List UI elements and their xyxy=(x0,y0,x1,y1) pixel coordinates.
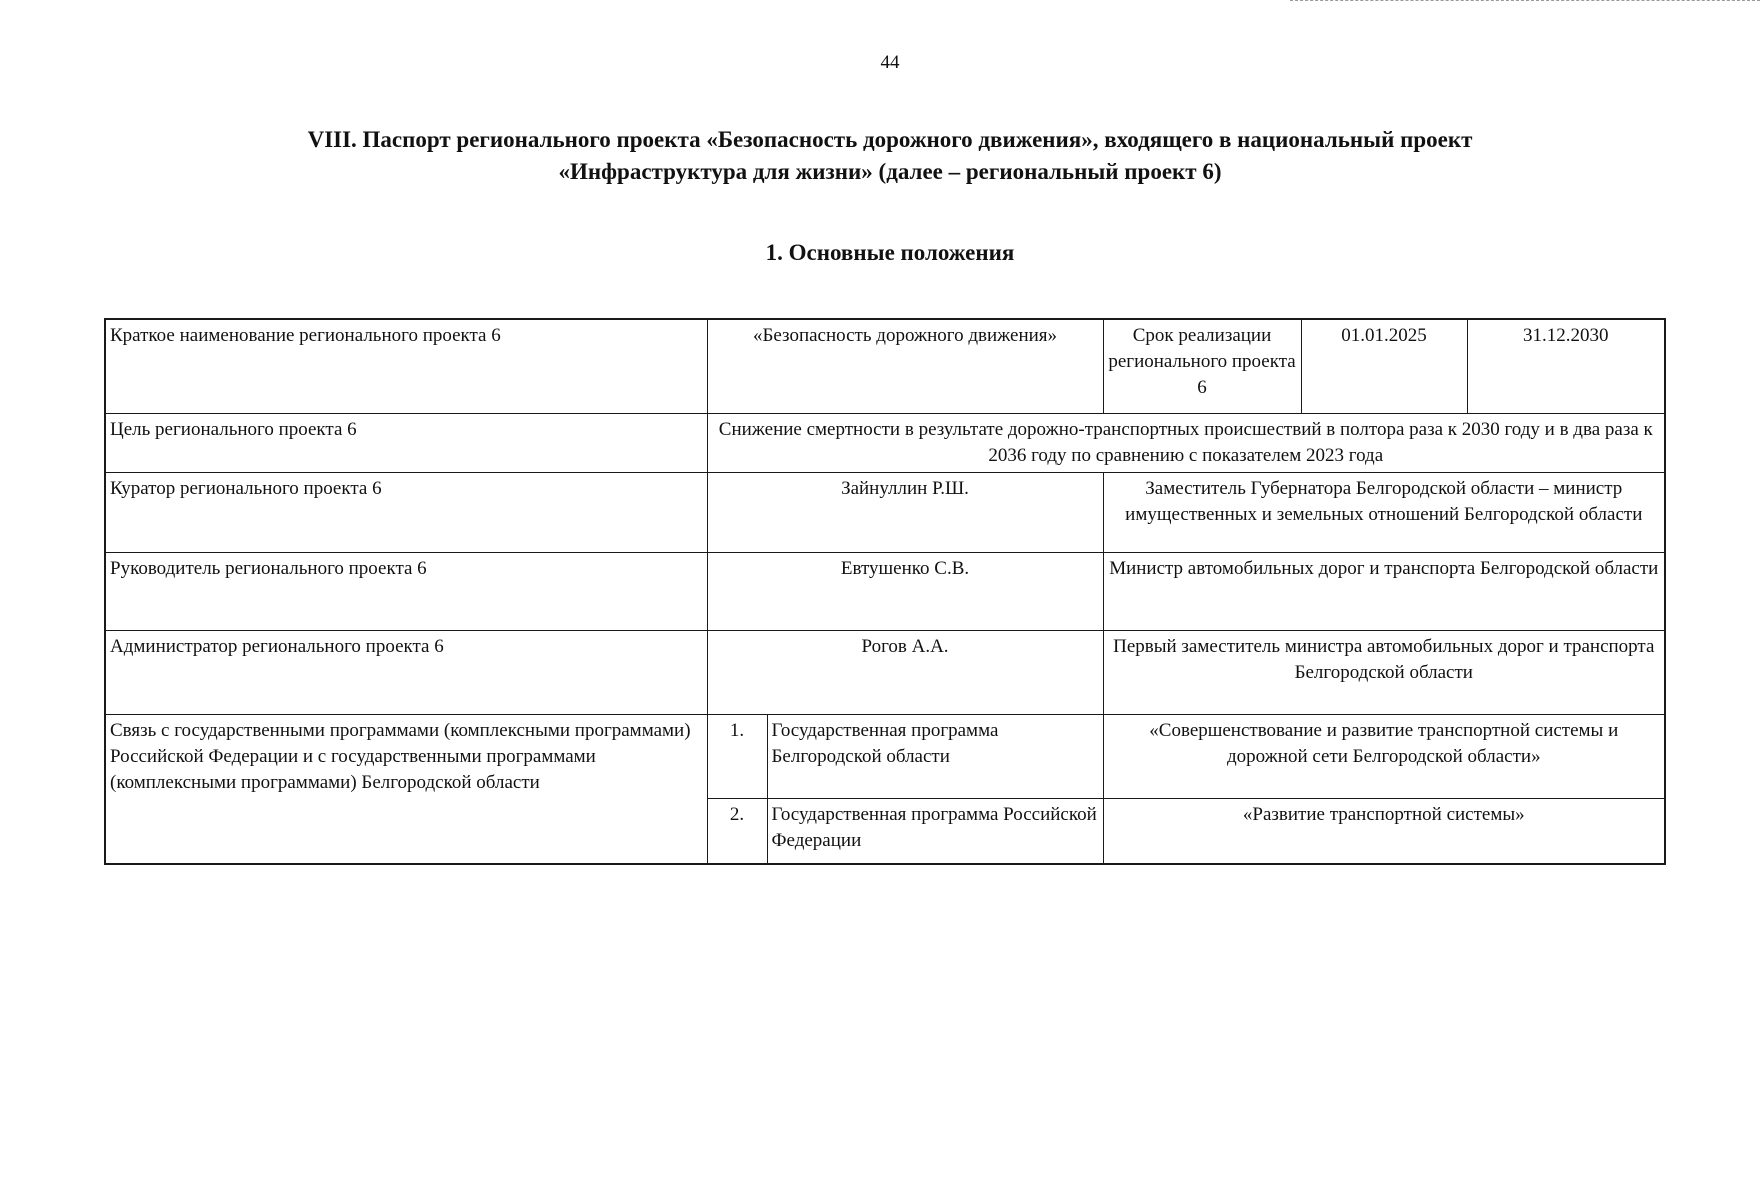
curator-name: Зайнуллин Р.Ш. xyxy=(707,472,1103,552)
head-name: Евтушенко С.В. xyxy=(707,552,1103,630)
project-passport-table xyxy=(104,318,1666,865)
table-row xyxy=(105,714,1665,798)
program-type: Государственная программа Российской Федерации xyxy=(767,798,1103,864)
end-date: 31.12.2030 xyxy=(1467,319,1665,413)
administrator-position: Первый заместитель министра автомобильных дорог и транспорта Белгородской области xyxy=(1103,630,1665,714)
start-date: 01.01.2025 xyxy=(1301,319,1467,413)
programs-label: Связь с государственными программами (комплексными программами) Российской Федерации и с государственными программами (комплексными программами) Белгородской области xyxy=(105,714,707,864)
table-row xyxy=(105,552,1665,630)
page-number: 44 xyxy=(880,52,900,73)
short-name-value: «Безопасность дорожного движения» xyxy=(707,319,1103,413)
section-heading: 1. Основные положения xyxy=(765,240,1015,265)
administrator-name: Рогов А.А. xyxy=(707,630,1103,714)
short-name-label: Краткое наименование регионального проекта 6 xyxy=(105,319,707,413)
goal-value: Снижение смертности в результате дорожно-транспортных происшествий в полтора раза к 2030 году и в два раза к 2036 году по сравнению с показателем 2023 года xyxy=(707,413,1665,472)
program-number: 2. xyxy=(707,798,767,864)
top-border-rule xyxy=(1290,0,1760,1)
head-position: Министр автомобильных дорог и транспорта Белгородской области xyxy=(1103,552,1665,630)
term-label: Срок реализации регионального проекта 6 xyxy=(1103,319,1301,413)
table-row xyxy=(105,413,1665,472)
document-title-line-2: «Инфраструктура для жизни» (далее – региональный проект 6) xyxy=(558,159,1222,184)
program-number: 1. xyxy=(707,714,767,798)
program-name: «Развитие транспортной системы» xyxy=(1103,798,1665,864)
goal-label: Цель регионального проекта 6 xyxy=(105,413,707,472)
program-name: «Совершенствование и развитие транспортной системы и дорожной сети Белгородской области» xyxy=(1103,714,1665,798)
curator-position: Заместитель Губернатора Белгородской области – министр имущественных и земельных отношений Белгородской области xyxy=(1103,472,1665,552)
document-title xyxy=(200,124,1580,188)
program-type: Государственная программа Белгородской области xyxy=(767,714,1103,798)
document-title-line-1: VIII. Паспорт регионального проекта «Безопасность дорожного движения», входящего в национальный проект xyxy=(307,127,1473,152)
table-row xyxy=(105,319,1665,413)
head-label: Руководитель регионального проекта 6 xyxy=(105,552,707,630)
table-row xyxy=(105,472,1665,552)
administrator-label: Администратор регионального проекта 6 xyxy=(105,630,707,714)
table-row xyxy=(105,630,1665,714)
curator-label: Куратор регионального проекта 6 xyxy=(105,472,707,552)
